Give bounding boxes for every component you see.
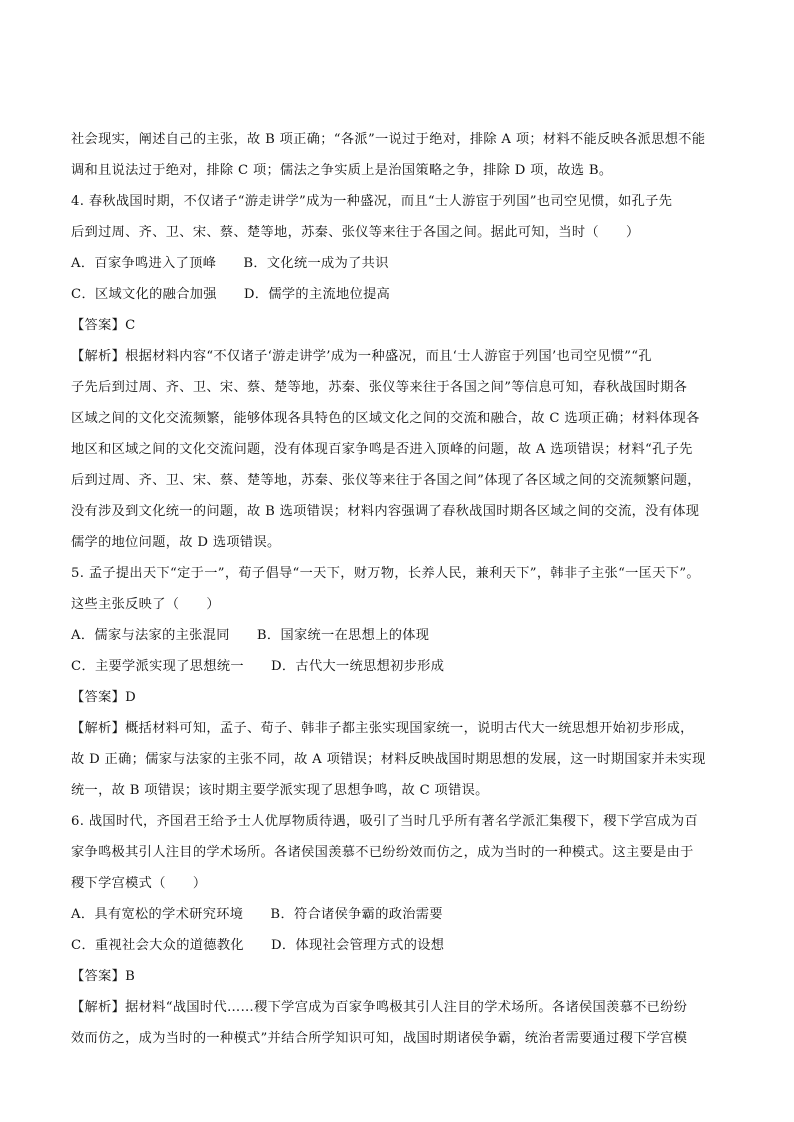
options-ab: A．具有宽松的学术研究环境 B．符合诸侯争霸的政治需要 <box>71 907 443 922</box>
text-line: 区域之间的文化交流频繁，能够体现各具特色的区域文化之间的交流和融合，故 C 选项正确；材料体现各 <box>71 411 700 426</box>
text-line: 后到过周、齐、卫、宋、蔡、楚等地，苏秦、张仪等来往于各国之间”体现了各区域之间的交流频繁问题， <box>71 473 701 488</box>
options-cd: C．重视社会大众的道德教化 D．体现社会管理方式的设想 <box>71 938 445 953</box>
text-line: 稷下学宫模式（ ） <box>71 876 207 891</box>
text-line: 效而仿之，成为当时的一种模式”并结合所学知识可知，战国时期诸侯争霸，统治者需要通过稷下学宫模 <box>71 1031 688 1046</box>
text-line: 家争鸣极其引人注目的学术场所。各诸侯国羡慕不已纷纷效而仿之，成为当时的一种模式。这主要是由于 <box>71 845 694 860</box>
question-4-stem: 4. 春秋战国时期，不仅诸子“游走讲学”成为一种盛况，而且“士人游宦于列国”也司空见惯，如孔子先 <box>71 194 673 209</box>
answer-label: 【答案】C <box>71 318 136 333</box>
options-cd: C．主要学派实现了思想统一 D．古代大一统思想初步形成 <box>71 659 445 674</box>
options-ab: A．儒家与法家的主张混同 B．国家统一在思想上的体现 <box>71 628 430 643</box>
text-line: 地区和区域之间的文化交流问题，没有体现百家争鸣是否进入顶峰的问题，故 A 选项错误；材料“孔子先 <box>71 442 693 457</box>
analysis-text: 【解析】根据材料内容“不仅诸子‘游走讲学’成为一种盛况，而且‘士人游宦于列国’也司空见惯”“孔 <box>71 349 652 364</box>
options-cd: C．区域文化的融合加强 D．儒学的主流地位提高 <box>71 287 391 302</box>
text-line: 后到过周、齐、卫、宋、蔡、楚等地，苏秦、张仪等来往于各国之间。据此可知，当时（ ） <box>71 225 640 240</box>
analysis-text: 【解析】概括材料可知，孟子、荀子、韩非子都主张实现国家统一，说明古代大一统思想开始初步形成， <box>71 721 694 736</box>
text-line: 这些主张反映了（ ） <box>71 597 220 612</box>
question-5-stem: 5. 孟子提出天下“定于一”，荀子倡导“一天下，财万物，长养人民，兼利天下”，韩非子主张“一匡天下”。 <box>71 566 700 581</box>
text-line: 故 D 正确；儒家与法家的主张不同，故 A 项错误；材料反映战国时期思想的发展，这一时期国家并未实现 <box>71 752 706 767</box>
answer-label: 【答案】B <box>71 969 136 984</box>
text-line: 社会现实，阐述自己的主张，故 B 项正确；“各派”一说过于绝对，排除 A 项；材料不能反映各派思想不能 <box>71 132 706 147</box>
analysis-text: 【解析】据材料“战国时代……稷下学宫成为百家争鸣极其引人注目的学术场所。各诸侯国羡慕不已纷纷 <box>71 1000 688 1015</box>
text-line: 没有涉及到文化统一的问题，故 B 选项错误；材料内容强调了春秋战国时期各区域之间的交流，没有体现 <box>71 504 700 519</box>
options-ab: A．百家争鸣进入了顶峰 B．文化统一成为了共识 <box>71 256 389 271</box>
text-line: 子先后到过周、齐、卫、宋、蔡、楚等地，苏秦、张仪等来往于各国之间”等信息可知，春秋战国时期各 <box>71 380 688 395</box>
answer-label: 【答案】D <box>71 690 137 705</box>
text-line: 儒学的地位问题，故 D 选项错误。 <box>71 535 281 550</box>
question-6-stem: 6. 战国时代，齐国君王给予士人优厚物质待遇，吸引了当时几乎所有著名学派汇集稷下，稷下学宫成为百 <box>71 814 699 829</box>
text-line: 统一，故 B 项错误；该时期主要学派实现了思想争鸣，故 C 项错误。 <box>71 783 489 798</box>
text-line: 调和且说法过于绝对，排除 C 项；儒法之争实质上是治国策略之争，排除 D 项，故选 B。 <box>71 163 613 178</box>
